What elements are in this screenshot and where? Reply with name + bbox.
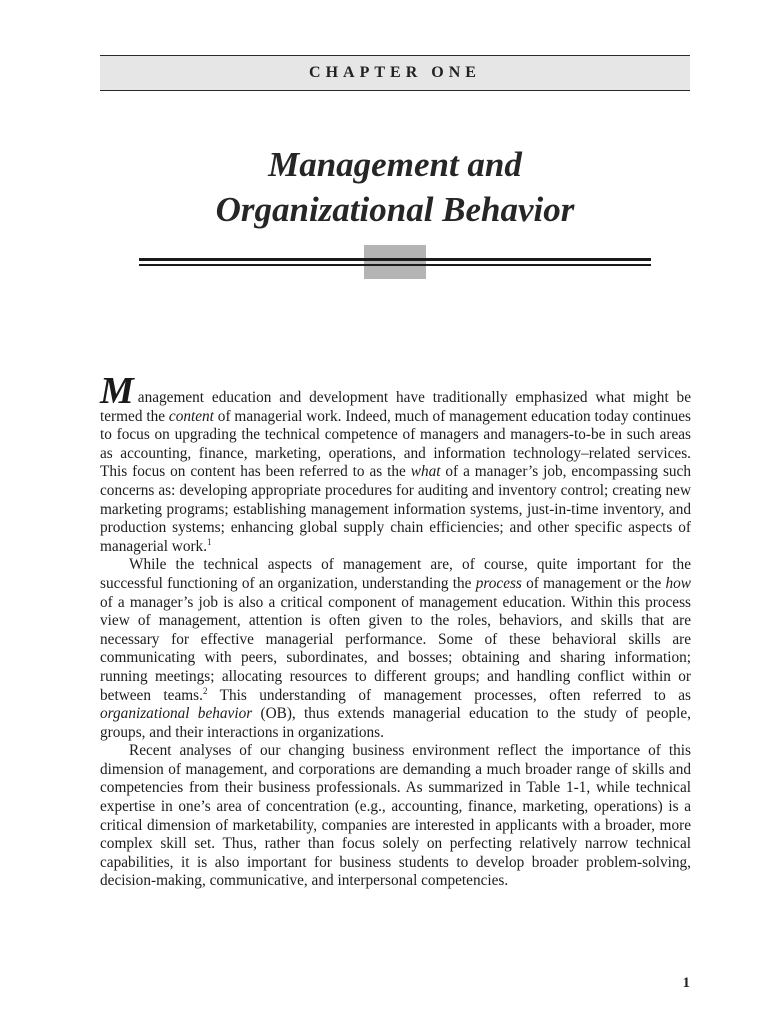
- emphasis-organizational-behavior: organizational behavior: [100, 705, 253, 723]
- chapter-title-line-2: Organizational Behavior: [215, 190, 575, 229]
- emphasis-how: how: [665, 574, 691, 592]
- body-text: [100, 370, 691, 891]
- emphasis-process: process: [475, 574, 522, 592]
- chapter-title-line-1: Management and: [268, 145, 522, 184]
- drop-cap: M: [100, 370, 134, 412]
- paragraph-2-text-b: of management or the: [521, 574, 666, 592]
- paragraph-1-text-c: of a manager’s job, encompassing such concerns as: developing appropriate procedures for auditing and inventory control; creating new marketing programs; establishing management information systems, just-in-time inventory, and production systems; enhancing global supply chain efficiencies; and other specific aspects of managerial work.: [100, 463, 691, 555]
- paragraph-1: [100, 370, 691, 556]
- footnote-marker-1[interactable]: 1: [207, 536, 212, 547]
- paragraph-2-text-c: of a manager’s job is also a critical component of management education. Within this process view of management, attention is often given to the roles, behaviors, and skills that are necessary for effective managerial performance. Some of these behavioral skills are communicating with peers, subordinates, and bosses; obtaining and sharing information; running meetings; allocating resources to different groups; and handling conflict within or between teams.: [100, 593, 691, 704]
- emphasis-what: what: [410, 463, 441, 481]
- emphasis-content: content: [168, 407, 214, 425]
- title-rule-thick: [139, 258, 651, 261]
- title-ornament-box: [364, 245, 426, 279]
- chapter-banner: [100, 55, 690, 91]
- paragraph-2-text-d: This understanding of management processes, often referred to as: [207, 686, 691, 704]
- paragraph-2: [100, 556, 691, 742]
- chapter-title: [0, 142, 768, 232]
- paragraph-3: Recent analyses of our changing business environment reflect the importance of this dimension of management, and corporations are demanding a much broader range of skills and competencies from their business professionals. As summarized in Table 1-1, while technical expertise in one’s area of concentration (e.g., accounting, finance, marketing, operations) is a critical dimension of marketability, companies are interested in applicants with a broader, more complex skill set. Thus, rather than focus solely on perfecting relatively narrow technical capabilities, it is also important for business students to develop broader problem-solving, decision-making, communicative, and interpersonal competencies.: [100, 742, 691, 890]
- footnote-marker-2[interactable]: 2: [202, 685, 208, 696]
- chapter-label: CHAPTER ONE: [309, 64, 481, 81]
- paragraph-1-text-b: of managerial work. Indeed, much of management education today continues to focus on upgrading the technical competence of managers and managers-to-be in such areas as accounting, finance, marketing, operations, and information technology–related services. This focus on content has been referred to as the: [100, 407, 691, 481]
- paragraph-2-text-a: While the technical aspects of management are, of course, quite important for the successful functioning of an organization, understanding the: [100, 556, 691, 592]
- paragraph-1-text-a: anagement education and development have traditionally emphasized what might be termed the: [100, 389, 691, 425]
- paragraph-2-text-e: (OB), thus extends managerial education to the study of people, groups, and their interactions in organizations.: [100, 705, 691, 741]
- title-rule-thin: [139, 264, 651, 266]
- page-number: 1: [682, 975, 690, 991]
